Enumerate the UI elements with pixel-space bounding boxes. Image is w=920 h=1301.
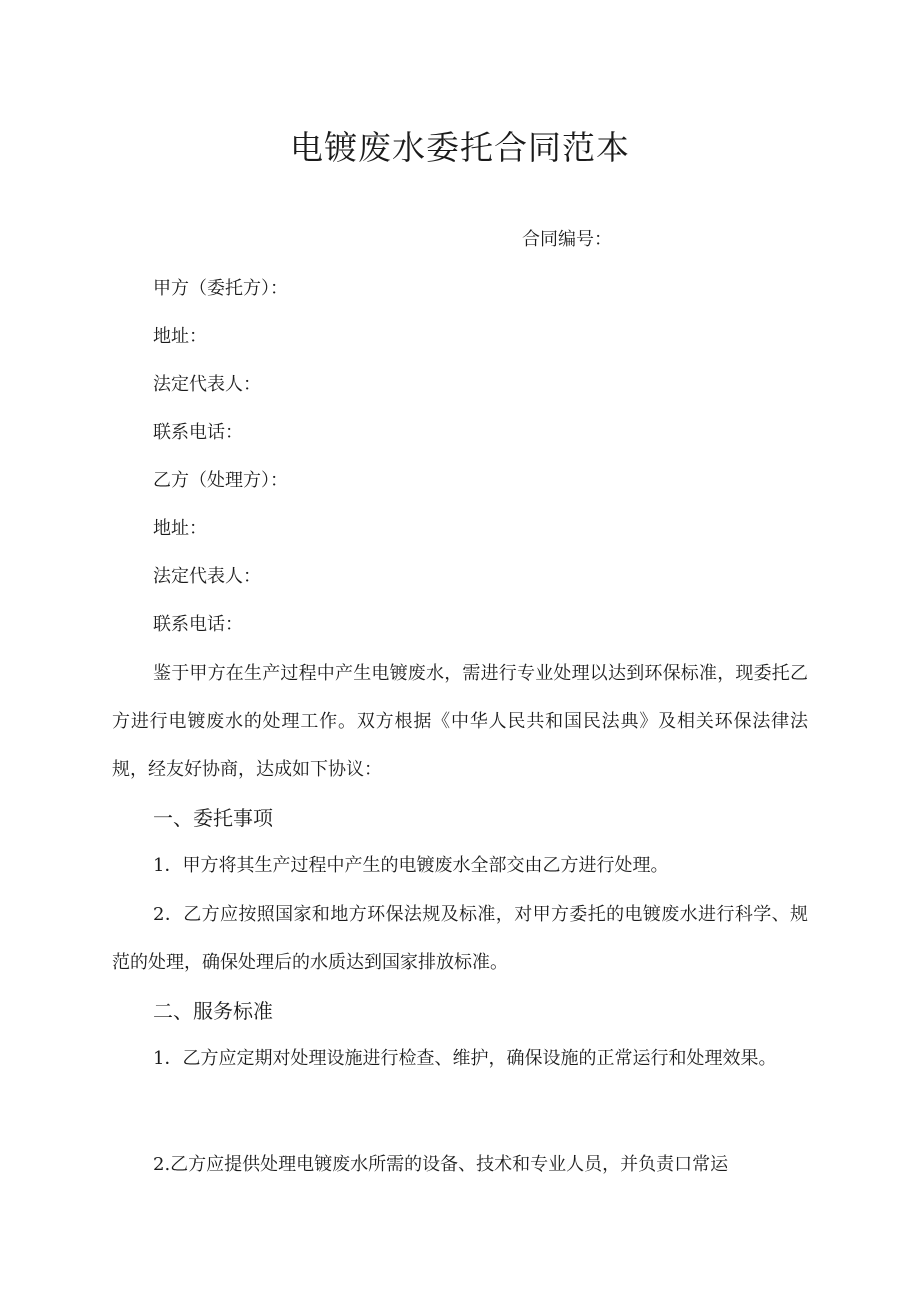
- section-1-item-1: 1．甲方将其生产过程中产生的电镀废水全部交由乙方进行处理。: [153, 855, 669, 876]
- party-b-phone-label: 联系电话：: [153, 614, 243, 635]
- party-a-representative-label: 法定代表人：: [153, 374, 261, 395]
- section-2-item-2: 2.乙方应提供处理电镀废水所需的设备、技术和专业人员，并负责口常运: [153, 1154, 729, 1175]
- party-b-name-label: 乙方（处理方）：: [153, 470, 288, 491]
- contract-number-label: 合同编号：: [522, 229, 612, 250]
- preamble-paragraph: 鉴于甲方在生产过程中产生电镀废水，需进行专业处理以达到环保标准，现委托乙方进行电镀废水的处理工作。双方根据《中华人民共和国民法典》及相关环保法律法规，经友好协商，达成如下协议：: [112, 663, 808, 780]
- document-title: 电镀废水委托合同范本: [290, 128, 630, 167]
- section-2-item-1: 1．乙方应定期对处理设施进行检查、维护，确保设施的正常运行和处理效果。: [153, 1048, 777, 1069]
- section-heading-entrusted-matters: 一、委托事项: [153, 806, 273, 830]
- party-a-phone-label: 联系电话：: [153, 422, 243, 443]
- party-b-address-label: 地址：: [153, 518, 207, 539]
- party-b-representative-label: 法定代表人：: [153, 566, 261, 587]
- party-a-address-label: 地址：: [153, 326, 207, 347]
- section-1-item-2: 2．乙方应按照国家和地方环保法规及标准，对甲方委托的电镀废水进行科学、规范的处理，确保处理后的水质达到国家排放标准。: [112, 904, 808, 973]
- section-heading-service-standards: 二、服务标准: [153, 999, 273, 1023]
- party-a-name-label: 甲方（委托方）：: [153, 278, 288, 299]
